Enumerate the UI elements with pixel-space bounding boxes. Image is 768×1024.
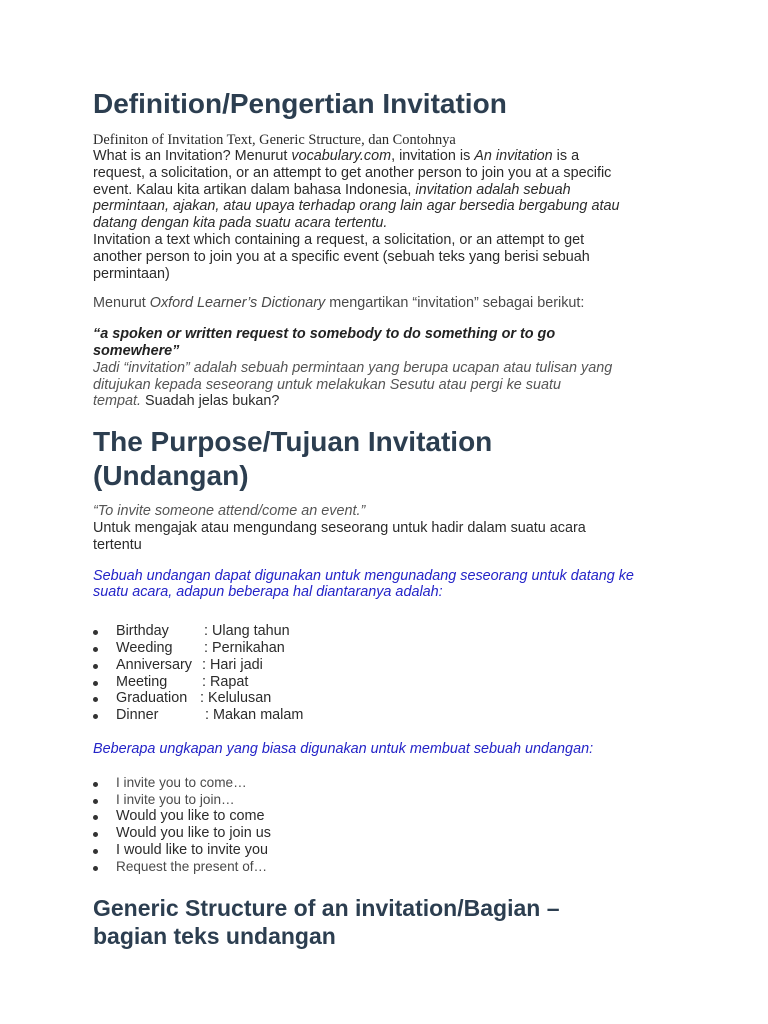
event-value: : Makan malam [205, 707, 304, 724]
text-segment: , invitation is [391, 148, 475, 164]
text-segment: event. Kalau kita artikan dalam bahasa Indonesia, [93, 181, 416, 198]
list-item [70, 690, 673, 707]
event-value: : Hari jadi [198, 656, 263, 673]
text-line: somewhere” [93, 342, 180, 359]
text-line: Untuk mengajak atau mengundang seseorang untuk hadir dalam suatu acara [93, 519, 586, 536]
text-line: datang dengan kita pada suatu acara tertentu. [93, 215, 388, 232]
text-line: another person to join you at a specific event (sebuah teks yang berisi sebuah [93, 248, 590, 265]
text-line: “a spoken or written request to somebody to do something or to go [93, 326, 556, 343]
heading-line: bagian teks undangan [93, 922, 336, 949]
text-segment: What is an Invitation? Menurut [93, 148, 292, 164]
list-item [70, 707, 673, 724]
event-label: Meeting [116, 673, 168, 690]
heading-generic-structure [93, 894, 673, 950]
event-label: Graduation [116, 690, 188, 707]
heading-line: (Undangan) [93, 460, 249, 492]
text-line: request, a solicitation, or an attempt to get another person to join you at a specific [93, 164, 612, 181]
text-line: ditujukan kepada seseorang untuk melakukan Sesutu atau pergi ke suatu [93, 376, 562, 393]
text-line: permintaan, ajakan, atau upaya terhadap orang lain agar bersedia bergabung atau [93, 198, 620, 215]
subtitle-serif: Definiton of Invitation Text, Generic Structure, dan Contohnya [93, 132, 456, 148]
event-value: : Rapat [202, 673, 249, 690]
event-value: : Pernikahan [204, 639, 285, 656]
text-line: tertentu [93, 536, 142, 553]
list-item: Would you like to come [70, 808, 673, 825]
purpose-text [93, 520, 673, 554]
text-segment: is a [552, 148, 580, 164]
list-item [70, 640, 673, 657]
list-item: I invite you to come… [70, 775, 673, 792]
para-invitation-text [93, 232, 673, 282]
event-label: Birthday [116, 623, 169, 640]
list-item: Request the present of… [70, 859, 673, 876]
heading-definition: Definition/Pengertian Invitation [93, 88, 507, 119]
list-item: I would like to invite you [70, 842, 673, 859]
heading-line: Generic Structure of an invitation/Bagian – [93, 894, 560, 921]
event-value: : Kelulusan [196, 690, 272, 707]
events-list [70, 623, 673, 724]
list-item [70, 674, 673, 691]
blue-intro-expressions: Beberapa ungkapan yang biasa digunakan untuk membuat sebuah undangan: [93, 740, 594, 757]
text-line: Jadi “invitation” adalah sebuah permintaan yang berupa ucapan atau tulisan yang [93, 359, 613, 376]
text-segment: Oxford Learner’s Dictionary [149, 295, 326, 312]
text-line: permintaan) [93, 265, 170, 282]
text-line: suatu acara, adapun beberapa hal diantaranya adalah: [93, 584, 443, 601]
text-line: Sebuah undangan dapat digunakan untuk mengunadang seseorang untuk datang ke [93, 567, 634, 584]
para-jadi [93, 360, 673, 410]
text-line: Invitation a text which containing a request, a solicitation, or an attempt to get [93, 231, 585, 248]
text-segment: Suadah jelas bukan? [141, 393, 280, 410]
text-link-vocabulary: vocabulary.com [291, 148, 392, 164]
event-label: Dinner [116, 707, 159, 724]
para-oxford [93, 295, 673, 312]
para-what-is-invitation [93, 148, 673, 232]
purpose-quote: “To invite someone attend/come an event.” [93, 503, 366, 520]
text-segment: tempat. [93, 393, 141, 410]
text-segment: mengartikan “invitation” sebagai berikut: [325, 295, 585, 312]
heading-purpose [93, 425, 673, 493]
event-label: Weeding [116, 639, 173, 656]
list-item [70, 657, 673, 674]
list-item: Would you like to join us [70, 825, 673, 842]
text-segment: invitation adalah sebuah [415, 181, 571, 198]
list-item [70, 623, 673, 640]
list-item: I invite you to join… [70, 792, 673, 809]
event-label: Anniversary [116, 656, 192, 673]
text-segment: An invitation [474, 148, 553, 164]
heading-line: The Purpose/Tujuan Invitation [93, 426, 493, 458]
text-segment: Menurut [93, 295, 150, 312]
event-value: : Ulang tahun [204, 623, 290, 640]
expressions-list [70, 775, 673, 876]
quote-definition [93, 326, 673, 360]
document-page [93, 82, 673, 950]
blue-intro-events [93, 568, 673, 602]
